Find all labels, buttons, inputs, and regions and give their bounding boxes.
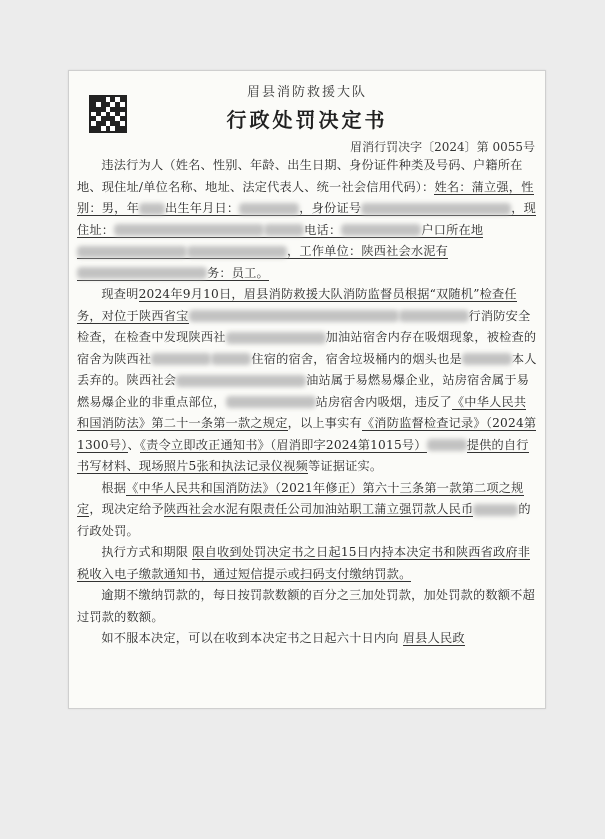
document-number: 眉消行罚决字〔2024〕第 0055号 [350, 140, 535, 154]
redacted-block [189, 310, 399, 322]
redacted-block [114, 224, 264, 236]
decision-document-page [68, 70, 546, 709]
redacted-block [151, 353, 211, 365]
document-title: 行政处罚决定书 [226, 108, 388, 132]
redacted-block [399, 310, 469, 322]
appeal-paragraph: 如不服本决定，可以在收到本决定书之日起六十日内向 眉县人民政 [101, 631, 465, 645]
redacted-block [226, 332, 326, 344]
redacted-block [264, 224, 304, 236]
redacted-block [341, 224, 421, 236]
redacted-block [77, 267, 207, 279]
execution-paragraph: 执行方式和期限 限自收到处罚决定书之日起15日内持本决定书和陕西省政府非税收入电子缴款通知书，通过短信提示或扫码支付缴纳罚款。 [77, 545, 531, 581]
document-body [77, 155, 537, 650]
redacted-block [187, 246, 287, 258]
issuing-organization: 眉县消防救援大队 [246, 85, 367, 100]
decision-paragraph: 根据《中华人民共和国消防法》（2021年修正）第六十三条第一款第二项之规定，现决定给予陕西社会水泥有限责任公司加油站职工蒲立强罚款人民币 的行政处罚。 [77, 480, 531, 538]
redacted-block [226, 396, 316, 408]
party-intro: 违法行为人（姓名、性别、年龄、出生日期、身份证件种类及号码、户籍所在地、现住址/单位名称、地址、法定代表人、统一社会信用代码）： [77, 158, 523, 194]
redacted-block [361, 203, 511, 215]
party-paragraph [77, 155, 537, 284]
party-details: 姓名：蒲立强，性别：男，年 出生年月日： ，身份证号 ，现住址： 电话： 户口所在地，工作单位：陕西社会水泥有务：员工。 [77, 179, 537, 280]
redacted-block [77, 246, 187, 258]
overdue-paragraph: 逾期不缴纳罚款的，每日按罚款数额的百分之三加处罚款，加处罚款的数额不超过罚款的数额。 [77, 588, 535, 624]
redacted-block [427, 439, 467, 451]
redacted-block [211, 353, 251, 365]
redacted-block [462, 353, 512, 365]
redacted-block [473, 504, 518, 516]
redacted-block [239, 203, 299, 215]
facts-paragraph: 现查明2024年9月10日，眉县消防救援大队消防监督员根据“双随机”检查任务，对位于陕西省宝 行消防安全检查，在检查中发现陕西社 加油站宿舍内存在吸烟现象，被检查的宿舍为陕西社 住宿的宿舍，宿舍垃圾桶内的烟头也是 本人丢弃的。陕西社会 油站属于易燃易爆企业，站房宿舍属于易燃易爆企业的非重点部位， 站房宿舍内吸烟，违反了《中华人民共和国消防法》第二十一条第一款之规定，以上事实有《消防监督检查记录》（2024第1300号）、《责令立即改正通知书》（眉消即字2024第1015号） 提供的自行书写材料、现场照片5张和执法记录仪视频等证据证实。 [77, 287, 537, 473]
redacted-block [139, 203, 165, 215]
redacted-block [176, 375, 306, 387]
